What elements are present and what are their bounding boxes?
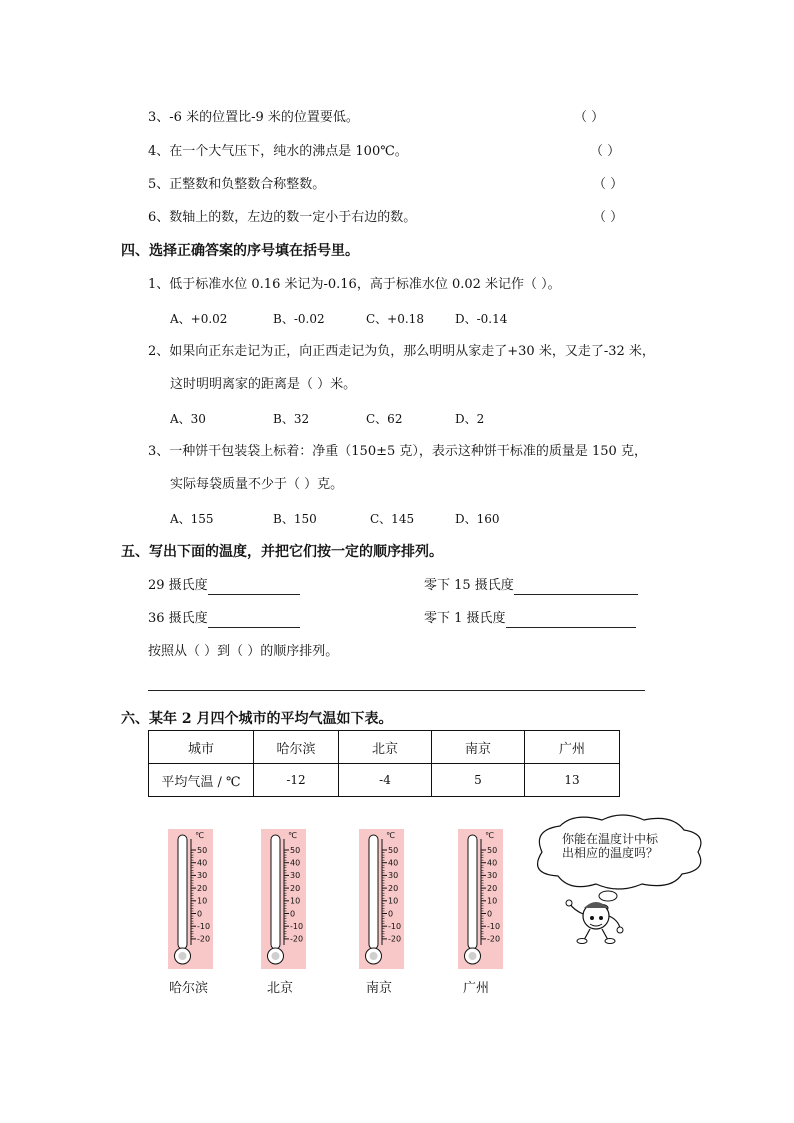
tick-label: 30: [197, 871, 208, 881]
judge-item-3: 3、-6 米的位置比-9 米的位置要低。: [148, 110, 359, 125]
tick-label: 0: [290, 909, 296, 919]
temp-item-1: [148, 577, 300, 595]
thermometer-bulb-fill: [370, 952, 378, 960]
tick-label: 0: [197, 909, 203, 919]
answer-blank[interactable]: [514, 580, 638, 595]
option-a[interactable]: A、155: [170, 512, 214, 526]
answer-blank[interactable]: [208, 613, 300, 628]
temp-label: 零下 1 摄氏度: [424, 611, 506, 626]
tick-label: 0: [487, 909, 493, 919]
table-cell: 13: [525, 764, 620, 797]
thermometer-scale: [168, 829, 213, 969]
thermometer-bulb-fill: [469, 952, 477, 960]
tick-label: 10: [290, 896, 301, 906]
temp-label: 36 摄氏度: [148, 611, 208, 626]
tick-label: -10: [197, 922, 211, 931]
temp-item-3: [148, 610, 300, 628]
tick-label: 20: [197, 883, 208, 893]
question-3-line1: 3、一种饼干包装袋上标着：净重（150±5 克），表示这种饼干标准的质量是 150 克，: [148, 444, 647, 459]
option-d[interactable]: D、160: [455, 512, 500, 526]
tick-label: 40: [290, 858, 301, 868]
option-d[interactable]: D、2: [455, 412, 485, 426]
thermometer-tube: [468, 835, 477, 949]
tick-label: 40: [197, 858, 208, 868]
question-1: 1、低于标准水位 0.16 米记为-0.16，高于标准水位 0.02 米记作（ ）。: [148, 277, 561, 292]
option-b[interactable]: B、150: [273, 512, 317, 526]
tick-label: 10: [388, 896, 399, 906]
table-cell: -12: [254, 764, 339, 797]
bubble-dot: [599, 891, 617, 901]
tick-label: -20: [197, 934, 211, 944]
thermometer-guangzhou[interactable]: [458, 829, 503, 969]
table-header-row: [149, 731, 620, 764]
tick-label: 50: [487, 845, 498, 855]
option-c[interactable]: C、+0.18: [366, 312, 424, 326]
cartoon-figure-icon: [566, 900, 623, 944]
judge-item-4: 4、在一个大气压下，纯水的沸点是 100℃。: [148, 144, 408, 159]
question-3-line2: 实际每袋质量不少于（ ）克。: [170, 477, 344, 492]
thermometer-nanjing[interactable]: [359, 829, 404, 969]
temp-label: 29 摄氏度: [148, 578, 208, 593]
table-row: [149, 764, 620, 797]
question-2-line1: 2、如果向正东走记为正，向正西走记为负，那么明明从家走了+30 米，又走了-32 米，: [148, 344, 655, 359]
tick-label: -20: [290, 934, 304, 944]
thermometer-scale: [359, 829, 404, 969]
unit-label: ℃: [386, 831, 395, 840]
answer-paren[interactable]: （ ）: [593, 210, 624, 225]
tick-label: 0: [388, 909, 394, 919]
section-5-heading: 五、写出下面的温度，并把它们按一定的顺序排列。: [121, 544, 443, 560]
option-c[interactable]: C、145: [370, 512, 415, 526]
unit-label: ℃: [288, 831, 297, 840]
order-sentence: 按照从（ ）到（ ）的顺序排列。: [148, 644, 339, 659]
thermometer-tube: [369, 835, 378, 949]
bubble-text-line2: 出相应的温度吗？: [562, 846, 659, 860]
answer-paren[interactable]: （ ）: [590, 144, 621, 159]
judge-item-5: 5、正整数和负整数合称整数。: [148, 177, 326, 192]
tick-label: 50: [388, 845, 399, 855]
table-cell: 哈尔滨: [254, 731, 339, 764]
answer-line[interactable]: [148, 690, 645, 691]
tick-label: 40: [388, 858, 399, 868]
section-4-heading: 四、选择正确答案的序号填在括号里。: [121, 243, 359, 259]
answer-blank[interactable]: [208, 580, 300, 595]
city-label-beijing: 北京: [267, 981, 294, 996]
table-cell: -4: [339, 764, 432, 797]
tick-label: -10: [487, 922, 501, 931]
tick-label: 20: [388, 883, 399, 893]
thermometer-bulb-fill: [179, 952, 187, 960]
answer-blank[interactable]: [506, 613, 636, 628]
city-label-nanjing: 南京: [366, 981, 393, 996]
temperature-table: [148, 730, 620, 797]
option-d[interactable]: D、-0.14: [455, 312, 508, 326]
thermometer-bulb-fill: [272, 952, 280, 960]
section-6-heading: 六、某年 2 月四个城市的平均气温如下表。: [121, 711, 393, 727]
thermometer-beijing[interactable]: [261, 829, 306, 969]
thermometer-harbin[interactable]: [168, 829, 213, 969]
tick-label: 20: [487, 883, 498, 893]
table-cell: 5: [432, 764, 525, 797]
option-b[interactable]: B、32: [273, 412, 310, 426]
unit-label: ℃: [485, 831, 494, 840]
tick-label: 30: [290, 871, 301, 881]
table-cell: 南京: [432, 731, 525, 764]
temp-item-2: [424, 577, 638, 595]
city-label-guangzhou: 广州: [463, 981, 490, 996]
table-cell: 城市: [149, 731, 254, 764]
tick-label: 50: [290, 845, 301, 855]
unit-label: ℃: [195, 831, 204, 840]
option-a[interactable]: A、30: [170, 412, 206, 426]
answer-paren[interactable]: （ ）: [574, 110, 605, 125]
tick-label: 40: [487, 858, 498, 868]
tick-label: 20: [290, 883, 301, 893]
city-label-harbin: 哈尔滨: [169, 981, 209, 996]
thermometer-tube: [178, 835, 187, 949]
judge-item-6: 6、数轴上的数，左边的数一定小于右边的数。: [148, 210, 417, 225]
thermometer-scale: [261, 829, 306, 969]
tick-label: -10: [290, 922, 304, 931]
table-cell: 平均气温 / ℃: [149, 764, 254, 797]
tick-label: -20: [388, 934, 402, 944]
option-b[interactable]: B、-0.02: [273, 312, 325, 326]
temp-item-4: [424, 610, 636, 628]
tick-label: -10: [388, 922, 402, 931]
bubble-text-line1: 你能在温度计中标: [562, 832, 659, 846]
tick-label: 50: [197, 845, 208, 855]
bubble-text: [562, 832, 658, 860]
option-a[interactable]: A、+0.02: [170, 312, 228, 326]
table-cell: 北京: [339, 731, 432, 764]
table-cell: 广州: [525, 731, 620, 764]
tick-label: 10: [487, 896, 498, 906]
tick-label: 30: [388, 871, 399, 881]
thermometer-scale: [458, 829, 503, 969]
tick-label: 30: [487, 871, 498, 881]
thermometer-tube: [271, 835, 280, 949]
question-2-line2: 这时明明离家的距离是（ ）米。: [170, 377, 357, 392]
temp-label: 零下 15 摄氏度: [424, 578, 514, 593]
tick-label: 10: [197, 896, 208, 906]
tick-label: -20: [487, 934, 501, 944]
option-c[interactable]: C、62: [366, 412, 403, 426]
answer-paren[interactable]: （ ）: [593, 177, 624, 192]
